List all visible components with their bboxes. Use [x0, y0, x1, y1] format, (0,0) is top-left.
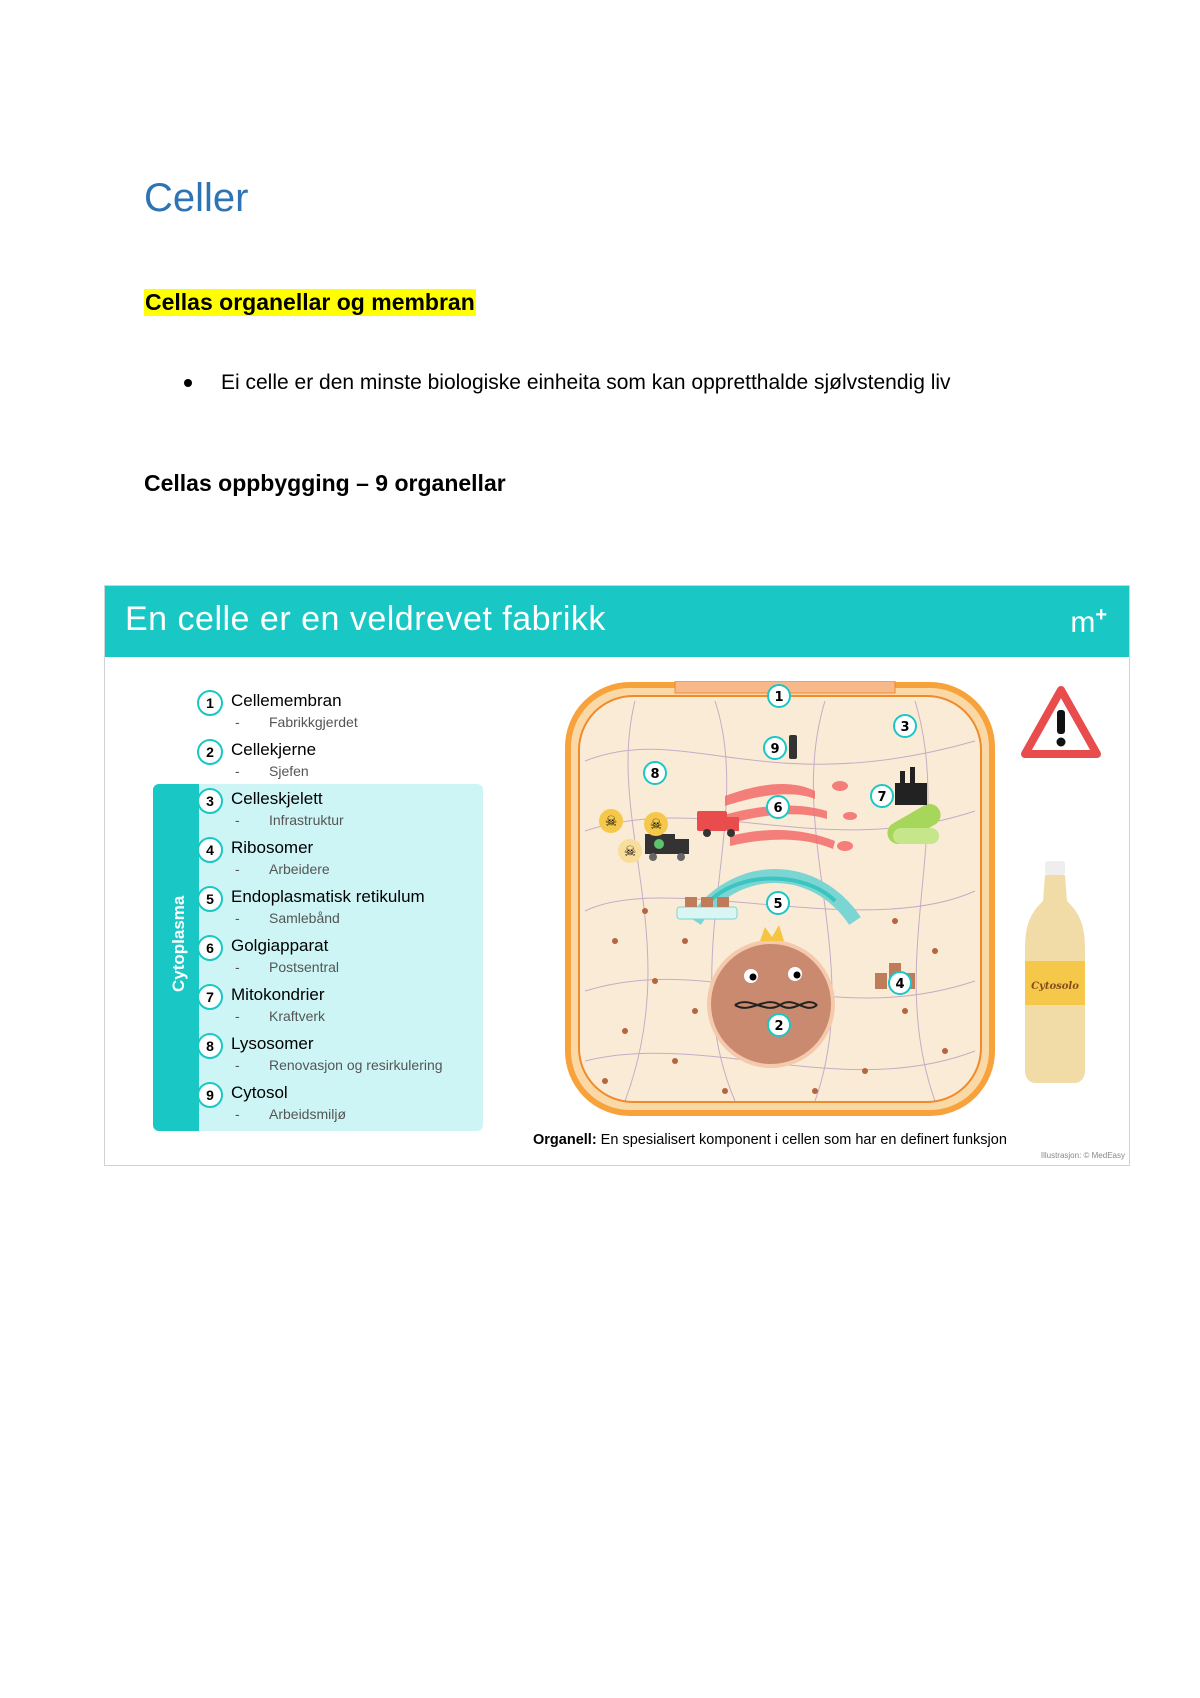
legend-analogy: - Fabrikkgjerdet [235, 714, 358, 730]
legend-name: Lysosomer [231, 1034, 314, 1053]
truck-icon [697, 811, 727, 831]
legend-number: 3 [197, 788, 223, 814]
cell-factory-slide [104, 585, 1130, 1166]
legend-number: 8 [197, 1033, 223, 1059]
legend-name: Cellemembran [231, 691, 342, 710]
section-heading: Cellas organellar og membran [145, 289, 475, 315]
cytosol-bottle-icon [1025, 861, 1085, 1083]
svg-text:8: 8 [650, 767, 660, 782]
legend-analogy: - Arbeidere [235, 861, 330, 877]
legend-number: 1 [197, 690, 223, 716]
svg-text:1: 1 [774, 690, 784, 705]
legend-number: 4 [197, 837, 223, 863]
conveyor-belt-icon [677, 907, 737, 919]
legend-name: Mitokondrier [231, 985, 325, 1004]
svg-text:3: 3 [900, 720, 910, 735]
legend-name: Cellekjerne [231, 740, 317, 759]
svg-text:2: 2 [774, 1019, 784, 1034]
legend-name: Ribosomer [231, 838, 314, 857]
slide-header [105, 586, 1129, 657]
subheading: Cellas oppbygging – 9 organellar [144, 470, 506, 496]
logo-text: m [1070, 606, 1096, 639]
legend-name: Endoplasmatisk retikulum [231, 887, 425, 906]
legend-analogy: - Renovasjon og resirkulering [235, 1057, 443, 1073]
legend-name: Cytosol [231, 1083, 288, 1102]
legend-name: Golgiapparat [231, 936, 329, 955]
svg-text:☠: ☠ [623, 844, 637, 860]
svg-text:7: 7 [877, 790, 887, 805]
legend-analogy: - Kraftverk [235, 1008, 326, 1024]
svg-text:4: 4 [895, 977, 905, 992]
legend-analogy: - Arbeidsmiljø [235, 1106, 347, 1122]
legend-number: 7 [197, 984, 223, 1010]
legend-number: 9 [197, 1082, 223, 1108]
legend-analogy: - Postsentral [235, 959, 340, 975]
svg-text:☠: ☠ [604, 814, 618, 830]
svg-text:5: 5 [773, 897, 783, 912]
factory-icon [895, 783, 927, 805]
bottle-label: Cytosolo [1031, 981, 1079, 992]
caption-term: Organell: [533, 1132, 597, 1148]
svg-text:6: 6 [773, 801, 783, 816]
legend-number: 5 [197, 886, 223, 912]
document-title: Celler [144, 176, 249, 220]
caption-definition: En spesialisert komponent i cellen som har en definert funksjon [596, 1132, 1007, 1148]
svg-text:9: 9 [770, 742, 780, 757]
bullet-icon [184, 379, 192, 387]
cytoplasm-label: Cytoplasma [169, 895, 188, 992]
legend-analogy: - Samlebånd [235, 910, 340, 926]
warning-icon [1019, 684, 1103, 760]
legend-number: 2 [197, 739, 223, 765]
bottle-icon [789, 735, 797, 759]
cell-illustration [565, 681, 995, 1117]
illustration-credit: Illustrasjon: © MedEasy [1040, 1151, 1125, 1160]
brand-logo [1070, 604, 1107, 640]
bullet-item [176, 371, 951, 395]
legend-number: 6 [197, 935, 223, 961]
svg-text:☠: ☠ [649, 817, 663, 833]
bullet-text: Ei celle er den minste biologiske einheita som kan oppretthalde sjølvstendig liv [221, 371, 951, 394]
legend-name: Celleskjelett [231, 789, 323, 808]
legend-analogy: - Sjefen [235, 763, 309, 779]
legend-analogy: - Infrastruktur [235, 812, 344, 828]
logo-plus: + [1095, 604, 1107, 626]
slide-title: En celle er en veldrevet fabrikk [125, 600, 606, 638]
organell-caption [533, 1132, 1007, 1148]
